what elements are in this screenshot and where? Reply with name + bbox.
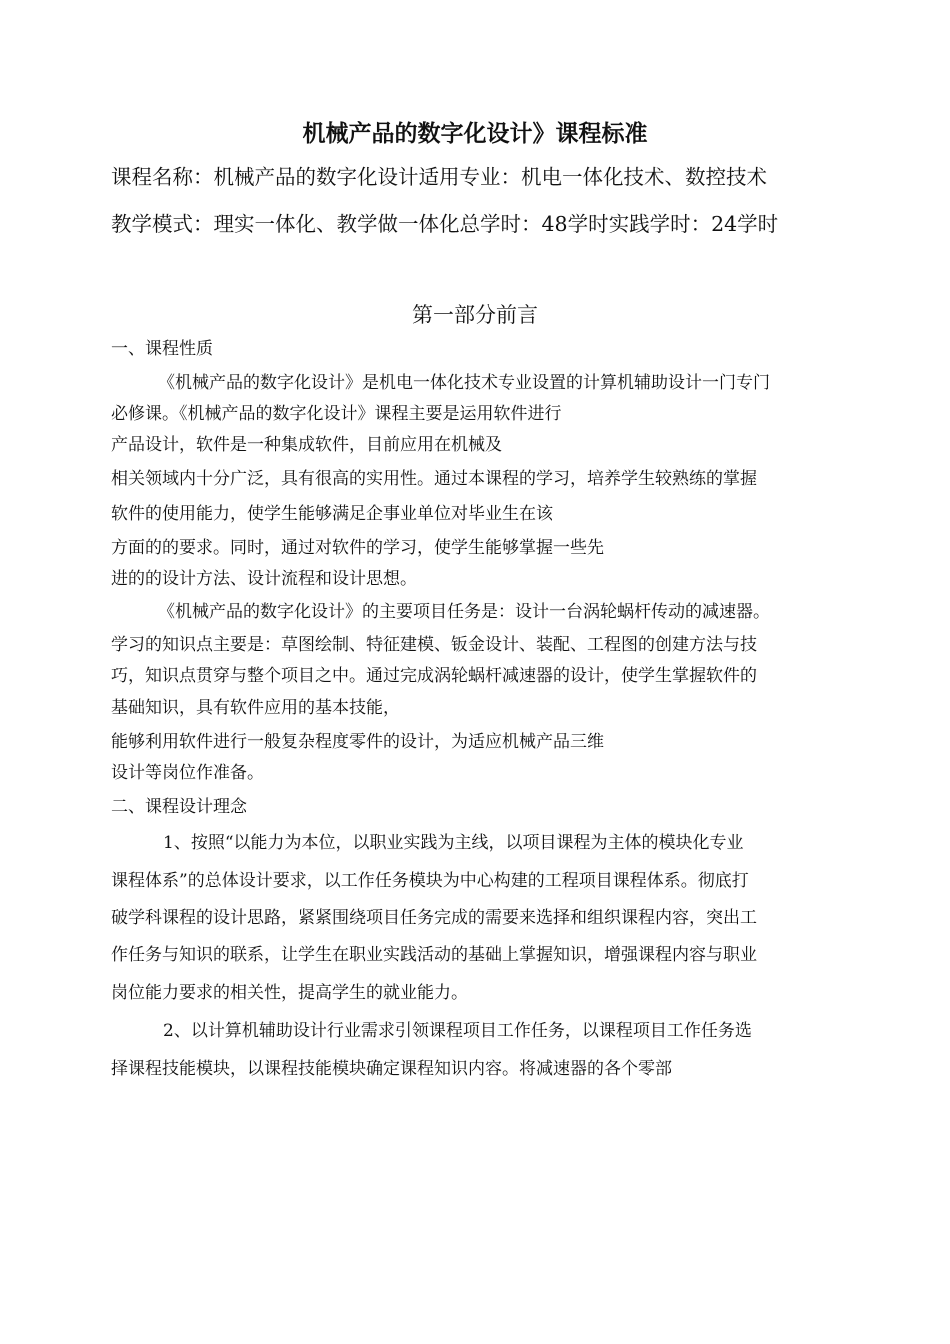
teaching-mode-line: 教学模式：理实一体化、教学做一体化总学时：48学时实践学时：24学时: [111, 212, 779, 236]
course-info-line: 课程名称：机械产品的数字化设计适用专业：机电一体化技术、数控技术: [111, 165, 767, 189]
paragraph-line: 相关领域内十分广泛，具有很高的实用性。通过本课程的学习，培养学生较熟练的掌握: [111, 469, 757, 489]
document-title: 机械产品的数字化设计》课程标准: [302, 121, 648, 147]
paragraph-line: 学习的知识点主要是：草图绘制、特征建模、钣金设计、装配、工程图的创建方法与技: [111, 635, 757, 655]
paragraph-line: 破学科课程的设计思路，紧紧围绕项目任务完成的需要来选择和组织课程内容，突出工: [111, 908, 757, 928]
paragraph-line: 巧，知识点贯穿与整个项目之中。通过完成涡轮蜗杆减速器的设计，使学生掌握软件的: [111, 666, 757, 686]
paragraph-line: 基础知识，具有软件应用的基本技能，: [111, 698, 400, 718]
paragraph-line: 方面的的要求。同时，通过对软件的学习，使学生能够掌握一些先: [111, 538, 604, 558]
paragraph-line: 软件的使用能力，使学生能够满足企事业单位对毕业生在该: [111, 504, 553, 524]
paragraph-line: 2、以计算机辅助设计行业需求引领课程项目工作任务，以课程项目工作任务选: [163, 1021, 752, 1041]
paragraph-line: 《机械产品的数字化设计》的主要项目任务是：设计一台涡轮蜗杆传动的减速器。: [158, 602, 770, 622]
paragraph-line: 岗位能力要求的相关性，提高学生的就业能力。: [111, 983, 468, 1003]
paragraph-line: 作任务与知识的联系，让学生在职业实践活动的基础上掌握知识，增强课程内容与职业: [111, 945, 757, 965]
paragraph-line: 能够利用软件进行一般复杂程度零件的设计，为适应机械产品三维: [111, 732, 604, 752]
part-heading: 第一部分前言: [412, 303, 538, 327]
paragraph-line: 产品设计，软件是一种集成软件，目前应用在机械及: [111, 435, 502, 455]
paragraph-line: 进的的设计方法、设计流程和设计思想。: [111, 569, 417, 589]
paragraph-line: 择课程技能模块，以课程技能模块确定课程知识内容。将减速器的各个零部: [111, 1059, 672, 1079]
paragraph-line: 设计等岗位作准备。: [111, 763, 264, 783]
section-heading: 一、课程性质: [111, 339, 213, 359]
paragraph-line: 课程体系”的总体设计要求，以工作任务模块为中心构建的工程项目课程体系。彻底打: [111, 871, 749, 891]
paragraph-line: 1、按照“以能力为本位，以职业实践为主线，以项目课程为主体的模块化专业: [163, 833, 744, 853]
paragraph-line: 《机械产品的数字化设计》是机电一体化技术专业设置的计算机辅助设计一门专门: [158, 373, 770, 393]
section-heading: 二、课程设计理念: [111, 797, 247, 817]
paragraph-line: 必修课。《机械产品的数字化设计》课程主要是运用软件进行: [111, 404, 562, 424]
